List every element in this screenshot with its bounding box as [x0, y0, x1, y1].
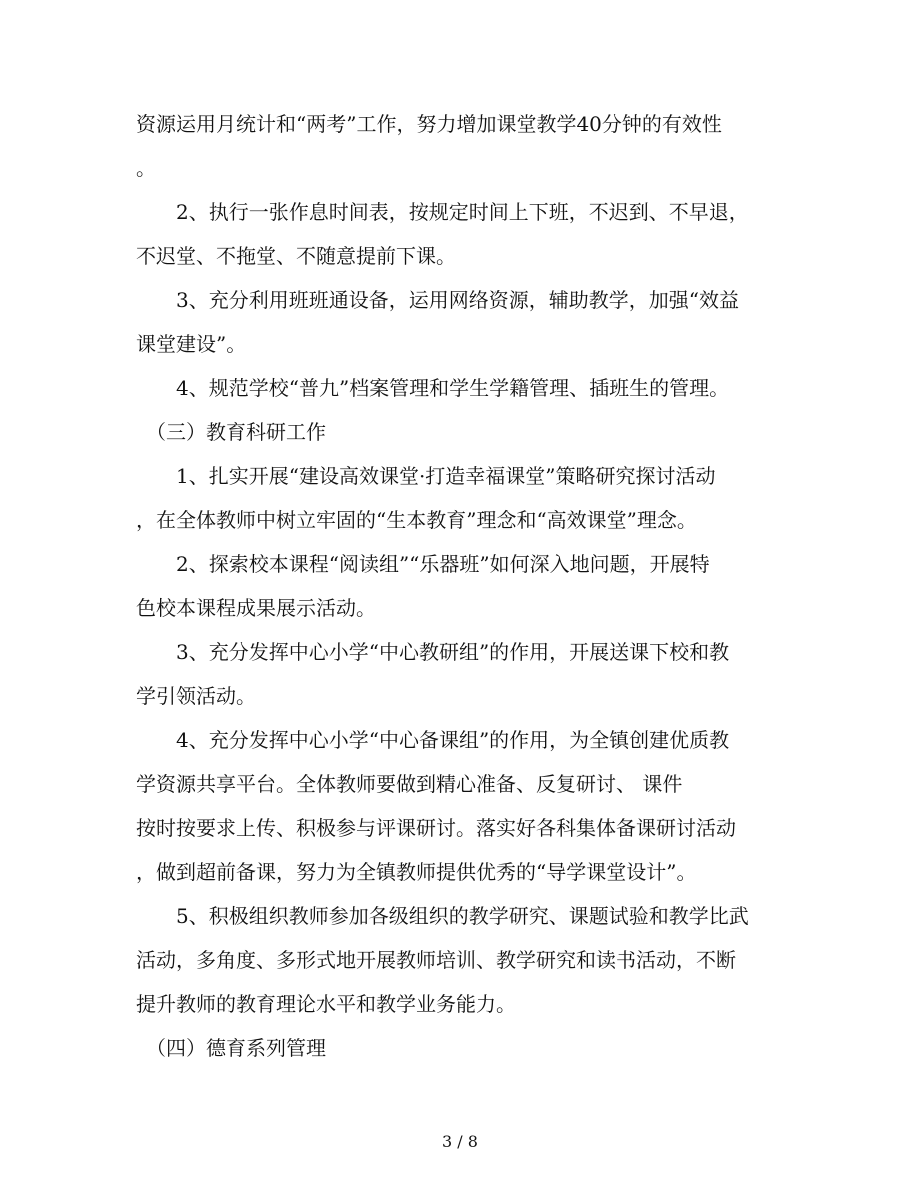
- text-line: 课堂建设”。: [136, 332, 247, 356]
- section-heading: （四）德育系列管理: [136, 1036, 326, 1060]
- text-line: 。: [136, 156, 156, 180]
- text-line: 3、充分发挥中心小学“中心教研组”的作用，开展送课下校和教: [136, 640, 730, 664]
- text-line: 3、充分利用班班通设备，运用网络资源，辅助教学，加强“效益: [136, 288, 739, 312]
- text-line: 2、执行一张作息时间表，按规定时间上下班，不迟到、不早退，: [136, 200, 749, 224]
- text-line: 学资源共享平台。全体教师要做到精心准备、反复研讨、 课件: [136, 772, 683, 796]
- text-line: 资源运用月统计和“两考”工作，努力增加课堂教学40分钟的有效性: [136, 112, 722, 136]
- text-line: 按时按要求上传、积极参与评课研讨。落实好各科集体备课研讨活动: [136, 816, 736, 840]
- text-line: 1、扎实开展“建设高效课堂·打造幸福课堂”策略研究探讨活动: [136, 464, 716, 488]
- text-line: 活动，多角度、多形式地开展教师培训、教学研究和读书活动，不断: [136, 948, 736, 972]
- text-line: ，在全体教师中树立牢固的“生本教育”理念和“高效课堂”理念。: [136, 508, 697, 532]
- text-line: 学引领活动。: [136, 684, 256, 708]
- text-line: 不迟堂、不拖堂、不随意提前下课。: [136, 244, 456, 268]
- document-body: [136, 102, 786, 1070]
- text-line: 色校本课程成果展示活动。: [136, 596, 376, 620]
- text-line: 提升教师的教育理论水平和教学业务能力。: [136, 992, 516, 1016]
- text-line: 4、充分发挥中心小学“中心备课组”的作用，为全镇创建优质教: [136, 728, 730, 752]
- text-line: 2、探索校本课程“阅读组”“乐器班”如何深入地问题，开展特: [136, 552, 710, 576]
- text-line: 5、积极组织教师参加各级组织的教学研究、课题试验和教学比武: [136, 904, 749, 928]
- section-heading: （三）教育科研工作: [136, 420, 326, 444]
- text-line: ，做到超前备课，努力为全镇教师提供优秀的“导学课堂设计”。: [136, 860, 697, 884]
- page-number: 3 / 8: [442, 1132, 478, 1151]
- text-line: 4、规范学校“普九”档案管理和学生学籍管理、插班生的管理。: [136, 376, 730, 400]
